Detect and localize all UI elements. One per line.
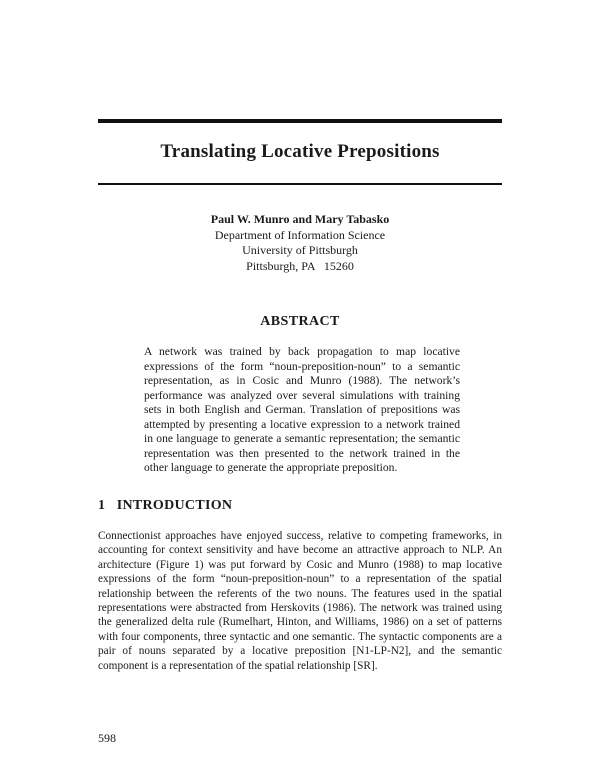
page-number: 598 xyxy=(98,731,116,745)
affiliation-department: Department of Information Science xyxy=(214,227,386,242)
affiliation-address: Pittsburgh, PA 15260 xyxy=(246,258,354,273)
section-heading-introduction: 1 INTRODUCTION xyxy=(98,498,233,513)
author-names: Paul W. Munro and Mary Tabasko xyxy=(210,212,390,226)
abstract-heading: ABSTRACT xyxy=(260,314,340,329)
abstract-text: A network was trained by back propagation to map locative expressions of the form “noun-preposition-noun” to a semantic representation, as in Cosic and Munro (1988). The network’s performance was analyzed over several simulations with training sets in both English and German. Translation of prepositions was attempted by presenting a locative expression to a network trained in one language to generate a semantic representation; the semantic representation was then presented to the network trained in the other language to generate the appropriate preposition. xyxy=(144,345,460,474)
title-rule-bottom xyxy=(98,183,502,185)
author-block xyxy=(98,212,502,274)
paper-title: Translating Locative Prepositions xyxy=(160,141,440,162)
introduction-text: Connectionist approaches have enjoyed success, relative to competing frameworks, in accounting for context sensitivity and have become an attractive approach to NLP. An architecture (Figure 1) was put forward by Cosic and Munro (1988) to map locative expressions of the form “noun-preposition-noun” to a representation of the spatial relationship between the referents of the two nouns. The features used in the spatial representations were abstracted from Herskovits (1986). The network was trained using the generalized delta rule (Rumelhart, Hinton, and Williams, 1986) on a set of patterns with four components, three syntactic and one semantic. The syntactic components are a pair of nouns separated by a locative preposition [N1-LP-N2], and the semantic component is a representation of the spatial relationship [SR]. xyxy=(98,530,502,672)
title-rule-top xyxy=(98,119,502,123)
affiliation-university: University of Pittsburgh xyxy=(242,243,358,257)
